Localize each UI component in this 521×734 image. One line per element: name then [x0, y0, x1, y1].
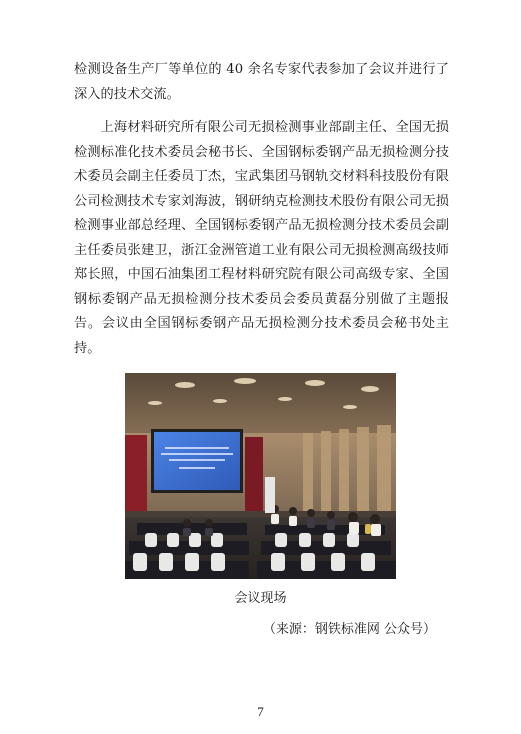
paragraph-1: 检测设备生产厂等单位的 40 余名专家代表参加了会议并进行了深入的技术交流。 [74, 62, 449, 102]
page-number: 7 [257, 704, 264, 719]
conference-photo [125, 373, 396, 579]
paragraph-2: 上海材料研究所有限公司无损检测事业部副主任、全国无损检测标准化技术委员会秘书长、全国钢标委钢产品无损检测分技术委员会副主任委员丁杰，宝武集团马钢轨交材料科技股份有限公司检测技术专家刘海波，钢研纳克检测技术股份有限公司无损检测事业部总经理、全国钢标委钢产品无损检测分技术委员会副主任委员张建卫，浙江金洲管道工业有限公司无损检测高级技师郑长照，中国石油集团工程材料研究院有限公司高级专家、全国钢标委钢产品无损检测分技术委员会委员黄磊分别做了主题报告。会议由全国钢标委钢产品无损检测分技术委员会秘书处主持。 [74, 120, 449, 356]
photo-caption: 会议现场 [234, 591, 287, 606]
source-attribution: （来源：钢铁标准网 公众号） [262, 622, 436, 637]
